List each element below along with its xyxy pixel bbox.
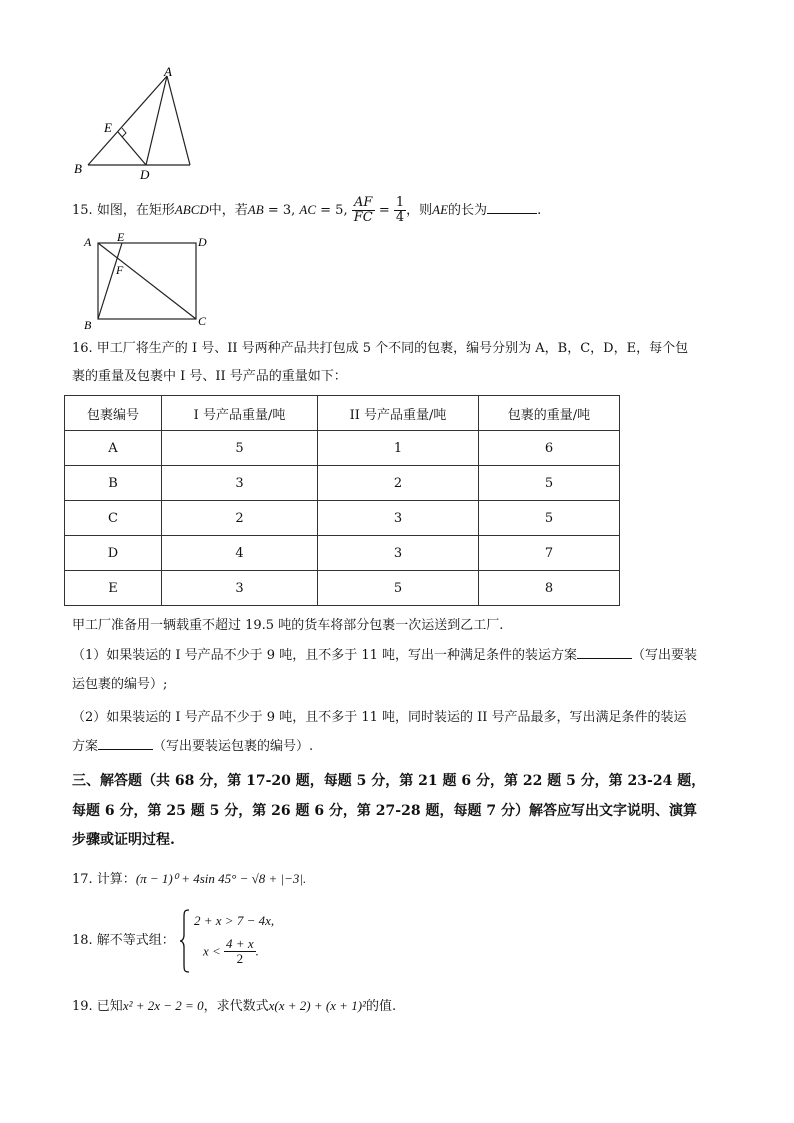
table-row [65, 571, 620, 606]
q18-label: 18. 解不等式组： [72, 933, 175, 948]
q15-ratio-fraction [352, 196, 375, 225]
q15-answer-blank[interactable] [487, 213, 537, 214]
q15-mid: 中，若 [208, 203, 248, 218]
q15-then: ，则 [406, 203, 433, 218]
table-cell: 3 [162, 466, 318, 501]
q19-label: 19. 已知 [72, 999, 123, 1014]
q19-end: 的值. [365, 999, 397, 1014]
label-a: A [84, 235, 92, 249]
q17-expression: (π − 1)⁰ + 4sin 45° − √8 + |−3|. [135, 871, 307, 886]
table-row [65, 536, 620, 571]
edge-ab [88, 76, 167, 165]
q15-value-fraction [394, 196, 406, 225]
q19-condition: x² + 2x − 2 = 0 [122, 998, 204, 1013]
label-d: D [198, 235, 207, 249]
table-cell: 2 [162, 501, 318, 536]
table-cell: 5 [479, 466, 620, 501]
table-cell: 5 [162, 431, 318, 466]
q15-ae: AE [432, 202, 449, 217]
table-header-row [65, 396, 620, 431]
table-cell: E [65, 571, 162, 606]
q15-rect-name: ABCD [174, 202, 209, 217]
section3-line-3: 步骤或证明过程. [72, 832, 175, 848]
label-f: F [116, 263, 124, 277]
section3-line-1: 三、解答题（共 68 分，第 17-20 题，每题 5 分，第 21 题 6 分，第 22 题 5 分，第 23-24 题， [72, 773, 706, 789]
table-cell: 3 [162, 571, 318, 606]
question-19 [72, 997, 396, 1016]
table-header: 包裹编号 [65, 396, 162, 431]
table-cell: 6 [479, 431, 620, 466]
segment-be [98, 243, 122, 319]
label-d: D [140, 167, 150, 180]
question-15 [72, 196, 541, 225]
table-cell: 2 [318, 466, 479, 501]
q16-part1-note: （写出要装 [632, 648, 698, 663]
table-cell: 5 [318, 571, 479, 606]
label-b: B [84, 318, 92, 332]
q15-tail: 的长为 [448, 203, 488, 218]
table-cell: 3 [318, 501, 479, 536]
q18-ineq2-den: 2 [236, 951, 244, 966]
table-cell: B [65, 466, 162, 501]
table-cell: D [65, 536, 162, 571]
section3-line-2: 每题 6 分，第 25 题 5 分，第 26 题 6 分，第 27-28 题，每题 7 分）解答应写出文字说明、演算 [72, 803, 697, 819]
q15-val-num: 1 [395, 195, 405, 210]
q16-part1-line2: 运包裹的编号）; [72, 677, 168, 692]
q16-part2-line2 [72, 738, 313, 756]
q16-part1-line1 [72, 647, 697, 665]
q16-line-1: 16. 甲工厂将生产的 I 号、II 号两种产品共打包成 5 个不同的包裹，编号分别为 A，B，C，D，E，每个包 [72, 341, 689, 356]
q15-frac-den: FC [353, 210, 373, 225]
q16-line-2: 裹的重量及包裹中 I 号、II 号产品的重量如下： [72, 369, 347, 384]
q16-part2-line1: （2）如果装运的 I 号产品不少于 9 吨，且不多于 11 吨，同时装运的 II 号产品最多，写出满足条件的装运 [72, 710, 687, 725]
table-row [65, 431, 620, 466]
label-c: C [198, 314, 207, 328]
q18-left-brace [178, 908, 192, 974]
table-row [65, 466, 620, 501]
q16-part2-answer-blank[interactable] [98, 749, 153, 750]
figure-rectangle-abcd [80, 232, 215, 332]
q15-ac: AC [299, 202, 317, 217]
q16-part1-text: （1）如果装运的 I 号产品不少于 9 吨，且不多于 11 吨，写出一种满足条件的装运方案 [72, 648, 578, 663]
q15-eq3: = [374, 203, 394, 218]
table-cell: 1 [318, 431, 479, 466]
label-e: E [117, 232, 125, 244]
label-b: B [74, 161, 82, 176]
table-cell: 7 [479, 536, 620, 571]
q16-after-table: 甲工厂准备用一辆载重不超过 19.5 吨的货车将部分包裹一次运送到乙工厂. [72, 618, 504, 633]
package-table [64, 395, 620, 606]
q18-inequality-2 [203, 937, 259, 966]
right-angle-mark [122, 128, 126, 137]
table-header: I 号产品重量/吨 [162, 396, 318, 431]
table-row [65, 501, 620, 536]
table-cell: 4 [162, 536, 318, 571]
table-header: II 号产品重量/吨 [318, 396, 479, 431]
question-17 [72, 870, 306, 889]
q18-ineq2-fraction [224, 937, 256, 966]
q18-ineq2-lhs: x < [203, 943, 225, 959]
q19-mid: ，求代数式 [203, 999, 269, 1014]
diagonal-ac [98, 243, 196, 319]
q18-ineq2-end: . [255, 943, 259, 959]
table-header: 包裹的重量/吨 [479, 396, 620, 431]
label-a: A [164, 64, 172, 79]
table-cell: A [65, 431, 162, 466]
q15-ab: AB [247, 202, 264, 217]
q19-expression: x(x + 2) + (x + 1)² [268, 998, 366, 1013]
q15-frac-num: AF [352, 196, 375, 211]
q16-part2-lead: 方案 [72, 739, 99, 754]
figure-triangle-abd [70, 62, 210, 180]
label-e: E [104, 120, 112, 135]
table-cell: 3 [318, 536, 479, 571]
q18-ineq2-num: 4 + x [226, 936, 254, 951]
q16-part1-answer-blank[interactable] [577, 658, 632, 659]
q15-val-den: 4 [395, 210, 405, 225]
q15-lead: 如图，在矩形 [96, 203, 175, 218]
q16-part2-note: （写出要装运包裹的编号）. [153, 739, 314, 754]
q15-eq2: = 5, [316, 203, 352, 218]
edge-ad [146, 76, 167, 165]
q15-end: . [537, 203, 542, 218]
q15-eq1: = 3, [263, 203, 300, 218]
table-cell: C [65, 501, 162, 536]
q18-inequality-1: 2 + x > 7 − 4x, [194, 913, 275, 928]
table-cell: 8 [479, 571, 620, 606]
q17-label: 17. 计算： [72, 872, 136, 887]
edge-a-right [167, 76, 190, 165]
q15-number: 15. [72, 203, 97, 218]
table-cell: 5 [479, 501, 620, 536]
